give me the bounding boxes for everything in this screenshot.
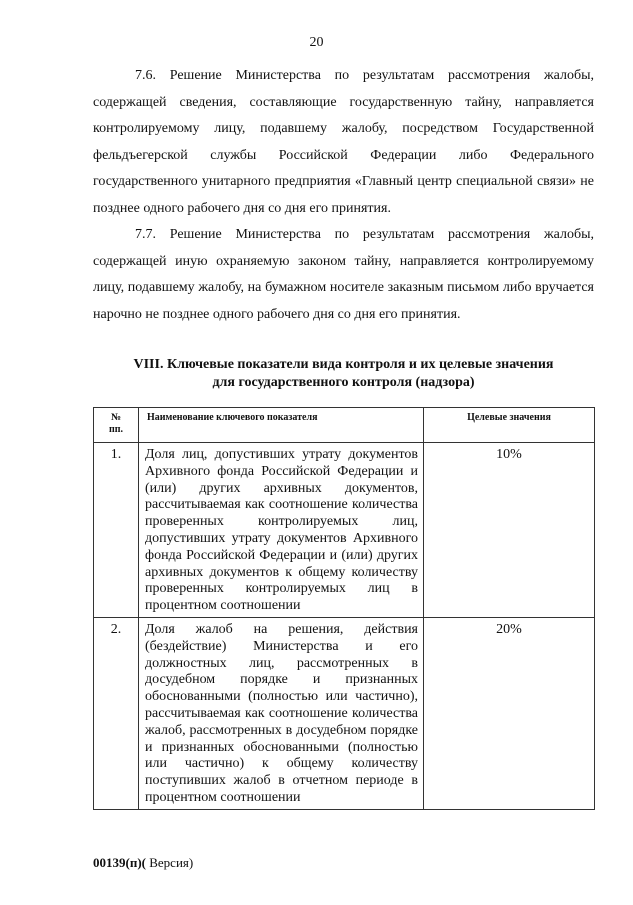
target-value: 20% [424,617,595,809]
header-target-values: Целевые значения [424,408,595,443]
header-number-sign: № [110,412,122,423]
section-title-line-1: VIII. Ключевые показатели вида контроля и их целевые значения [133,357,554,372]
table-row [94,617,595,809]
table-header-row [94,408,595,443]
indicator-name: Доля лиц, допустивших утрату документов Архивного фонда Российской Федерации и (или) других архивных документов, рассчитываемая как соотношение количества проверенных контролируемых лиц, допустивших утрату документов Архивного фонда Российской Федерации и (или) других архивных документов к общему количеству проверенных контролируемых лиц в процентном соотношении [139,443,424,618]
section-title [93,356,594,392]
row-number: 2. [94,617,139,809]
indicator-name: Доля жалоб на решения, действия (бездействие) Министерства и его должностных лиц, рассмотренных в досудебном порядке и признанных обоснованными (полностью или частично), рассчитываемая как соотношение количества жалоб, рассмотренных в досудебном порядке и признанных обоснованными (полностью или частично) к общему количеству поступивших жалоб в отчетном периоде в процентном соотношении [139,617,424,809]
section-title-line-2: для государственного контроля (надзора) [212,375,475,390]
document-version: Версия) [145,855,194,870]
paragraph-7-6: 7.6. Решение Министерства по результатам рассмотрения жалобы, содержащей сведения, составляющие государственную тайну, направляется контролируемому лицу, подавшему жалобу, посредством Государственной фельдъегерской службы Российской Федерации либо Федерального государственного унитарного предприятия «Главный центр специальной связи» не позднее одного рабочего дня со дня его принятия. [93,68,594,216]
document-code-number: 00139(п)( [93,855,146,870]
row-number: 1. [94,443,139,618]
table-row [94,443,595,618]
document-code [93,855,193,871]
kpi-table [93,407,595,810]
header-number-abbr: пп. [108,424,124,435]
header-indicator-name: Наименование ключевого показателя [139,408,424,443]
page-number: 20 [309,35,324,50]
target-value: 10% [424,443,595,618]
header-number [94,408,139,443]
paragraph-7-7: 7.7. Решение Министерства по результатам рассмотрения жалобы, содержащей иную охраняемую законом тайну, направляется контролируемому лицу, подавшему жалобу, на бумажном носителе заказным письмом либо вручается нарочно не позднее одного рабочего дня со дня его принятия. [93,227,594,322]
